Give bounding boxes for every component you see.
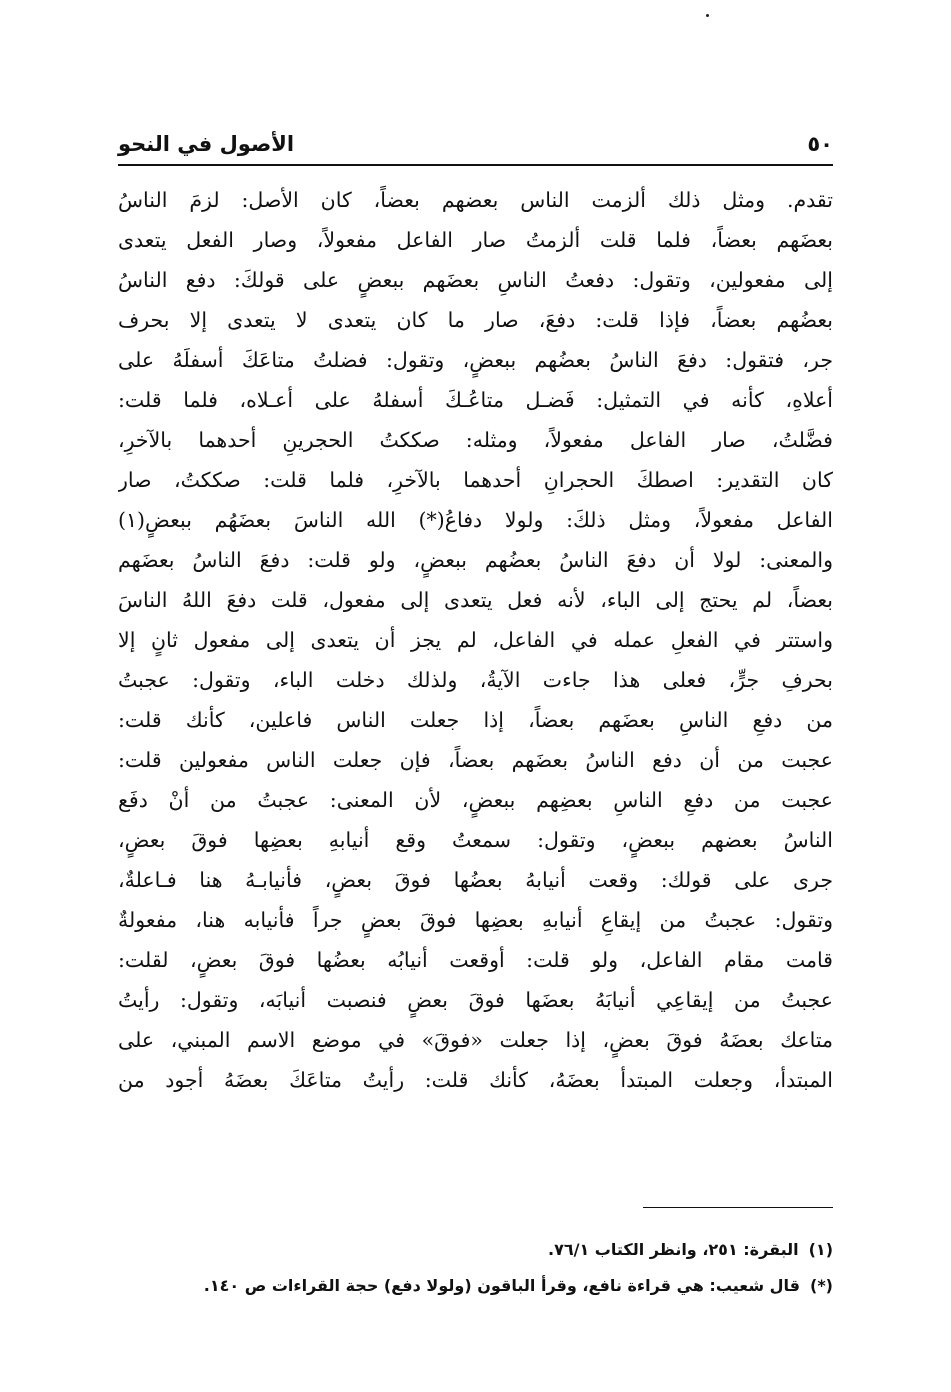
text-line: متاعك بعضَهُ فوقَ بعضٍ، إذا جعلت «فوقَ» في موضع الاسم المبني، على	[118, 1028, 833, 1052]
text-line: الفاعل مفعولاً، ومثل ذلكَ: ولولا دفاعُ(*) الله الناسَ بعضَهُم ببعضٍ(١)	[118, 508, 833, 532]
text-line: أعلاهِ، كأنه في التمثيل: فَضـل متاعُـكَ أسفلهُ على أعـلاه، فلما قلت:	[118, 388, 833, 412]
footnote-marker: (١)	[808, 1240, 833, 1259]
text-line: قامت مقام الفاعل، ولو قلت: أوقعت أنيابُه بعضُها فوقَ بعضٍ، لقلت:	[118, 948, 833, 972]
scan-speck	[706, 14, 709, 17]
body-text	[118, 180, 833, 1100]
footnote-marker: (*)	[810, 1276, 833, 1295]
text-line: فضَّلتُ، صار الفاعل مفعولاً، ومثله: صككتُ الحجرينِ أحدهما بالآخرِ،	[118, 428, 833, 452]
text-line: عجبتُ من إيقاعِي أنيابَهُ بعضَها فوقَ بعضٍ فنصبت أنيابَه، وتقول: رأيتُ	[118, 988, 833, 1012]
running-title: الأصول في النحو	[118, 132, 295, 156]
text-line: عجبت من دفعِ الناسِ بعضِهم ببعضٍ، لأن المعنى: عجبتُ من أنْ دفَع	[118, 788, 833, 812]
text-line: والمعنى: لولا أن دفعَ الناسُ بعضُهم ببعضٍ، ولو قلت: دفعَ الناسُ بعضَهم	[118, 548, 833, 572]
text-line: بحرفِ جرٍّ، فعلى هذا جاءت الآيةُ، ولذلك دخلت الباء، وتقول: عجبتُ	[118, 668, 833, 692]
header-rule	[118, 164, 833, 166]
text-line: واستتر في الفعلِ عمله في الفاعل، لم يجز أن يتعدى إلى مفعول ثانٍ إلا	[118, 628, 833, 652]
text-line: بعضاً، لم يحتج إلى الباء، لأنه فعل يتعدى إلى مفعول، قلت دفعَ اللهُ الناسَ	[118, 588, 833, 612]
footnote-text: قال شعيب: هي قراءة نافع، وقرأ الباقون (ولولا دفع) حجة القراءات ص ١٤٠.	[203, 1276, 800, 1295]
text-line: كان التقدير: اصطكَ الحجرانِ أحدهما بالآخرِ، فلما قلت: صككتُ، صار	[118, 468, 833, 492]
page-header	[118, 126, 833, 162]
text-line: جرى على قولك: وقعت أنيابهُ بعضُها فوقَ بعضٍ، فأنيابـهُ هنا فـاعلةٌ،	[118, 868, 833, 892]
text-line: المبتدأ، وجعلت المبتدأ بعضَهُ، كأنك قلت: رأيتُ متاعَكَ بعضَهُ أجود من	[118, 1068, 833, 1092]
footnote-text: البقرة: ٢٥١، وانظر الكتاب ٧٦/١.	[548, 1240, 799, 1259]
text-line: تقدم. ومثل ذلك ألزمت الناس بعضهم بعضاً، كان الأصل: لزمَ الناسُ	[118, 188, 833, 212]
footnote-item	[118, 1232, 833, 1268]
text-line: وتقول: عجبتُ من إيقاعِ أنيابهِ بعضِها فوقَ بعضٍ جراً فأنيابه هنا، مفعولةٌ	[118, 908, 833, 932]
footnotes	[118, 1232, 833, 1304]
text-line: الناسُ بعضهم ببعضٍ، وتقول: سمعتُ وقع أنيابهِ بعضِها فوقَ بعضٍ،	[118, 828, 833, 852]
text-line: عجبت من أن دفع الناسُ بعضَهم بعضاً، فإن جعلت الناس مفعولين قلت:	[118, 748, 833, 772]
footnote-item	[118, 1268, 833, 1304]
text-line: بعضُهم بعضاً، فإذا قلت: دفعَ، صار ما كان يتعدى لا يتعدى إلا بحرف	[118, 308, 833, 332]
text-line: من دفعِ الناسِ بعضَهم بعضاً، إذا جعلت الناس فاعلين، كأنك قلت:	[118, 708, 833, 732]
text-line: إلى مفعولين، وتقول: دفعتُ الناسِ بعضَهم ببعضٍ على قولكَ: دفع الناسُ	[118, 268, 833, 292]
text-line: بعضَهم بعضاً، فلما قلت ألزمتُ صار الفاعل مفعولاً، وصار الفعل يتعدى	[118, 228, 833, 252]
footnote-rule	[643, 1207, 833, 1208]
text-line: جر، فتقول: دفعَ الناسُ بعضُهم ببعضٍ، وتقول: فضلتُ متاعَكَ أسفلَهُ على	[118, 348, 833, 372]
page-number: ٥٠	[807, 132, 833, 156]
